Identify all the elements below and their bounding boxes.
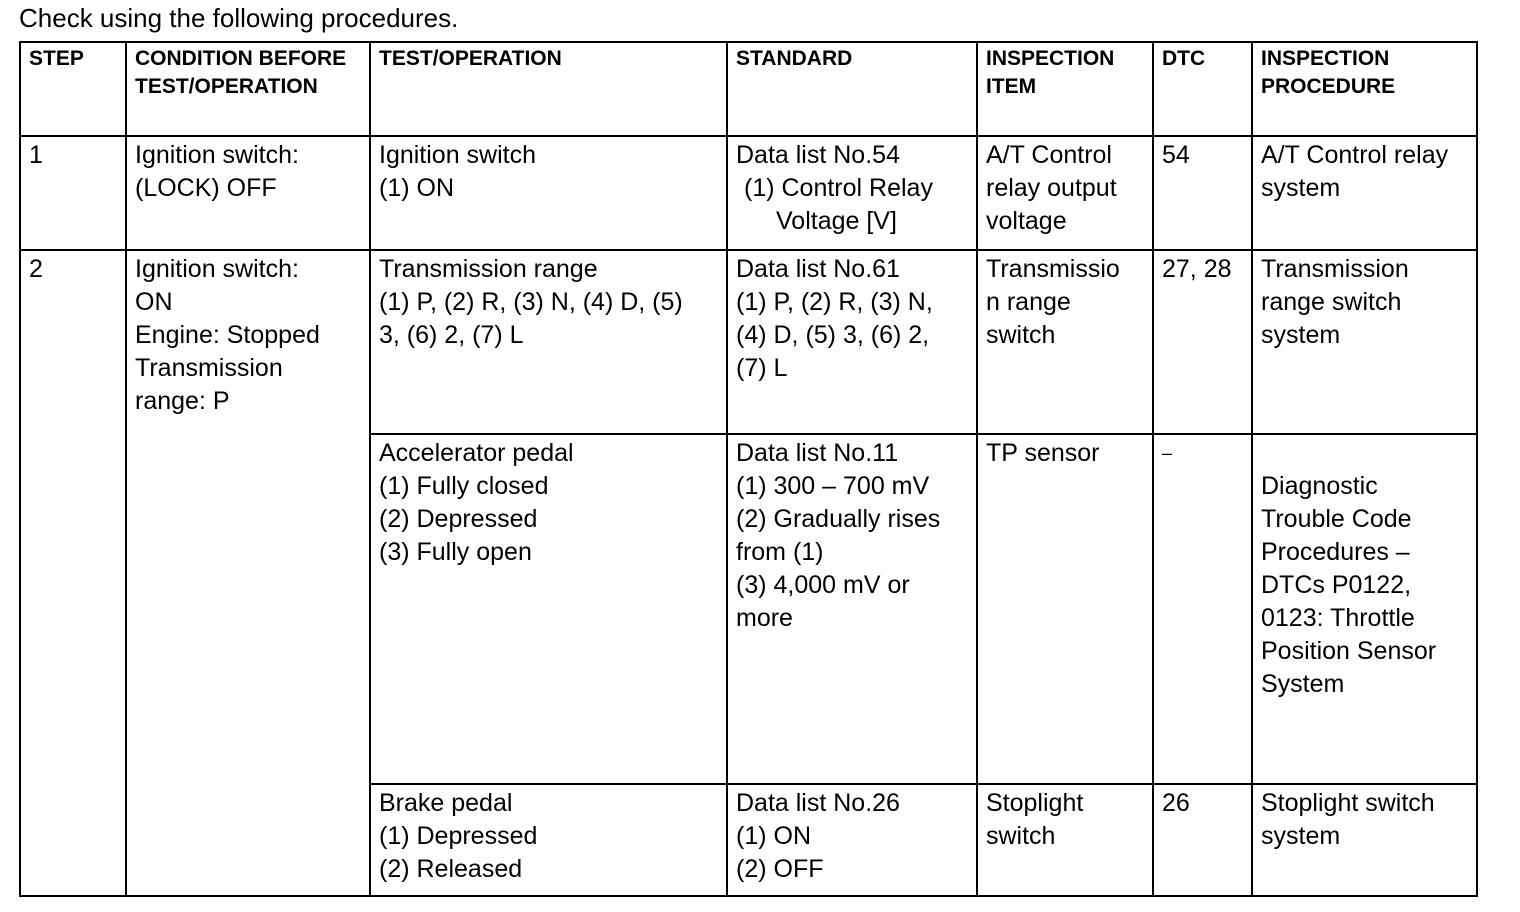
dtc-cell: 26: [1153, 784, 1252, 896]
test-cell: Brake pedal (1) Depressed (2) Released: [370, 784, 727, 896]
table-row: [20, 250, 1477, 434]
inspection-procedure-cell: Stoplight switch system: [1252, 784, 1477, 896]
standard-cell: Data list No.26 (1) ON (2) OFF: [727, 784, 977, 896]
inspection-procedure-cell: Transmission range switch system: [1252, 250, 1477, 434]
test-cell: Ignition switch (1) ON: [370, 136, 727, 250]
header-test: TEST/OPERATION: [370, 42, 727, 136]
header-dtc: DTC: [1153, 42, 1252, 136]
procedure-table: [19, 41, 1478, 897]
step-cell: 2: [20, 250, 126, 896]
inspection-item-cell: Transmissio n range switch: [977, 250, 1153, 434]
inspection-procedure-cell: A/T Control relay system: [1252, 136, 1477, 250]
dtc-cell: 54: [1153, 136, 1252, 250]
header-condition: CONDITION BEFORE TEST/OPERATION: [126, 42, 370, 136]
condition-cell: Ignition switch: ON Engine: Stopped Transmission range: P: [126, 250, 370, 896]
standard-cell: Data list No.54 (1) Control Relay Voltage [V]: [727, 136, 977, 250]
table-row: [20, 136, 1477, 250]
condition-cell: Ignition switch: (LOCK) OFF: [126, 136, 370, 250]
dtc-cell: –: [1153, 434, 1252, 784]
header-standard: STANDARD: [727, 42, 977, 136]
test-cell: Accelerator pedal (1) Fully closed (2) Depressed (3) Fully open: [370, 434, 727, 784]
header-inspection-item: INSPECTION ITEM: [977, 42, 1153, 136]
intro-text: Check using the following procedures.: [19, 3, 459, 33]
standard-cell: Data list No.61 (1) P, (2) R, (3) N, (4) D, (5) 3, (6) 2, (7) L: [727, 250, 977, 434]
header-row: [20, 42, 1477, 136]
step-cell: 1: [20, 136, 126, 250]
standard-cell: Data list No.11 (1) 300 – 700 mV (2) Gradually rises from (1) (3) 4,000 mV or more: [727, 434, 977, 784]
test-cell: Transmission range (1) P, (2) R, (3) N, (4) D, (5) 3, (6) 2, (7) L: [370, 250, 727, 434]
dtc-cell: 27, 28: [1153, 250, 1252, 434]
header-step: STEP: [20, 42, 126, 136]
inspection-item-cell: Stoplight switch: [977, 784, 1153, 896]
inspection-item-cell: A/T Control relay output voltage: [977, 136, 1153, 250]
inspection-item-cell: TP sensor: [977, 434, 1153, 784]
inspection-procedure-cell: Diagnostic Trouble Code Procedures – DTCs P0122, 0123: Throttle Position Sensor System: [1252, 434, 1477, 784]
header-inspection-procedure: INSPECTION PROCEDURE: [1252, 42, 1477, 136]
